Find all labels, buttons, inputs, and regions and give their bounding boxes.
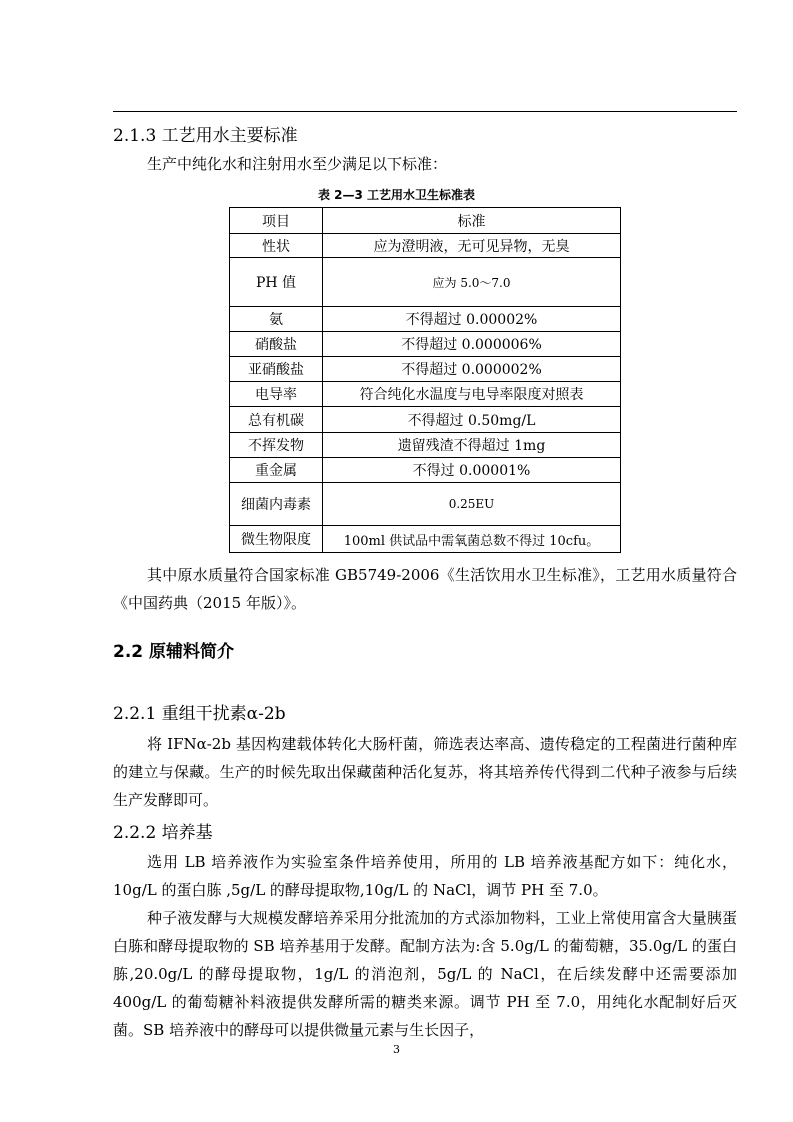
table-header-row: [230, 208, 621, 234]
row-item: 性状: [230, 234, 323, 258]
row-standard: 不得超过 0.000006%: [323, 332, 621, 357]
interferon-paragraph: 将 IFNα-2b 基因构建载体转化大肠杆菌，筛选表达率高、遗传稳定的工程菌进行菌种库的建立与保藏。生产的时候先取出保藏菌种活化复苏，将其培养传代得到二代种子液参与后续生产发酵即可。: [113, 735, 737, 809]
row-item: 硝酸盐: [230, 332, 323, 357]
section-heading-2-1-3: 2.1.3 工艺用水主要标准: [113, 126, 298, 146]
row-standard: 不得超过 0.00002%: [323, 307, 621, 332]
table-row: [230, 307, 621, 332]
table-row: [230, 332, 621, 357]
row-item: 微生物限度: [230, 526, 323, 553]
table-row: [230, 258, 621, 307]
row-item: 重金属: [230, 458, 323, 483]
row-item: 不挥发物: [230, 433, 323, 458]
intro-paragraph: 生产中纯化水和注射用水至少满足以下标准：: [147, 155, 448, 173]
table-row: [230, 433, 621, 458]
section-heading-2-2: 2.2 原辅料简介: [113, 642, 235, 662]
row-item: 电导率: [230, 382, 323, 407]
row-standard: 应为澄明液，无可见异物，无臭: [323, 234, 621, 258]
row-standard: 应为 5.0～7.0: [323, 258, 621, 307]
row-standard: 100ml 供试品中需氧菌总数不得过 10cfu。: [323, 526, 621, 553]
table-caption: 表 2—3 工艺用水卫生标准表: [317, 188, 476, 202]
table-row: [230, 458, 621, 483]
sb-medium-paragraph: 种子液发酵与大规模发酵培养采用分批流加的方式添加物料，工业上常使用富含大量胰蛋白胨和酵母提取物的 SB 培养基用于发酵。配制方法为:含 5.0g/L 的葡萄糖，35.0g/L 的蛋白胨,20.0g/L 的酵母提取物，1g/L 的消泡剂，5g/L 的 NaCl，在后续发酵中还需要添加 400g/L 的葡萄糖补料液提供发酵所需的糖类来源。调节 PH 至 7.0，用纯化水配制好后灭菌。SB 培养液中的酵母可以提供微量元素与生长因子，: [113, 909, 737, 1039]
table-row: [230, 526, 621, 553]
row-standard: 符合纯化水温度与电导率限度对照表: [323, 382, 621, 407]
table-row: [230, 234, 621, 258]
row-standard: 不得超过 0.50mg/L: [323, 407, 621, 433]
row-item: 氨: [230, 307, 323, 332]
section-heading-2-2-1: 2.2.1 重组干扰素α-2b: [113, 704, 286, 724]
lb-medium-paragraph: 选用 LB 培养液作为实验室条件培养使用，所用的 LB 培养液基配方如下：纯化水，10g/L 的蛋白胨 ,5g/L 的酵母提取物,10g/L 的 NaCl，调节 PH 至 7.0。: [113, 853, 737, 899]
water-quality-paragraph: 其中原水质量符合国家标准 GB5749-2006《生活饮用水卫生标准》，工艺用水质量符合《中国药典（2015 年版）》。: [113, 566, 737, 612]
header-item: 项目: [230, 208, 323, 234]
row-standard: 0.25EU: [323, 483, 621, 526]
row-standard: 遗留残渣不得超过 1mg: [323, 433, 621, 458]
water-standards-table: [229, 207, 621, 553]
page-number: 3: [393, 1043, 400, 1056]
header-rule: [113, 111, 737, 112]
table-row: [230, 483, 621, 526]
row-item: 总有机碳: [230, 407, 323, 433]
header-standard: 标准: [323, 208, 621, 234]
row-item: 亚硝酸盐: [230, 357, 323, 382]
row-standard: 不得超过 0.000002%: [323, 357, 621, 382]
row-item: PH 值: [230, 258, 323, 307]
table-row: [230, 382, 621, 407]
table-row: [230, 407, 621, 433]
row-standard: 不得过 0.00001%: [323, 458, 621, 483]
row-item: 细菌内毒素: [230, 483, 323, 526]
table-row: [230, 357, 621, 382]
section-heading-2-2-2: 2.2.2 培养基: [113, 823, 213, 843]
